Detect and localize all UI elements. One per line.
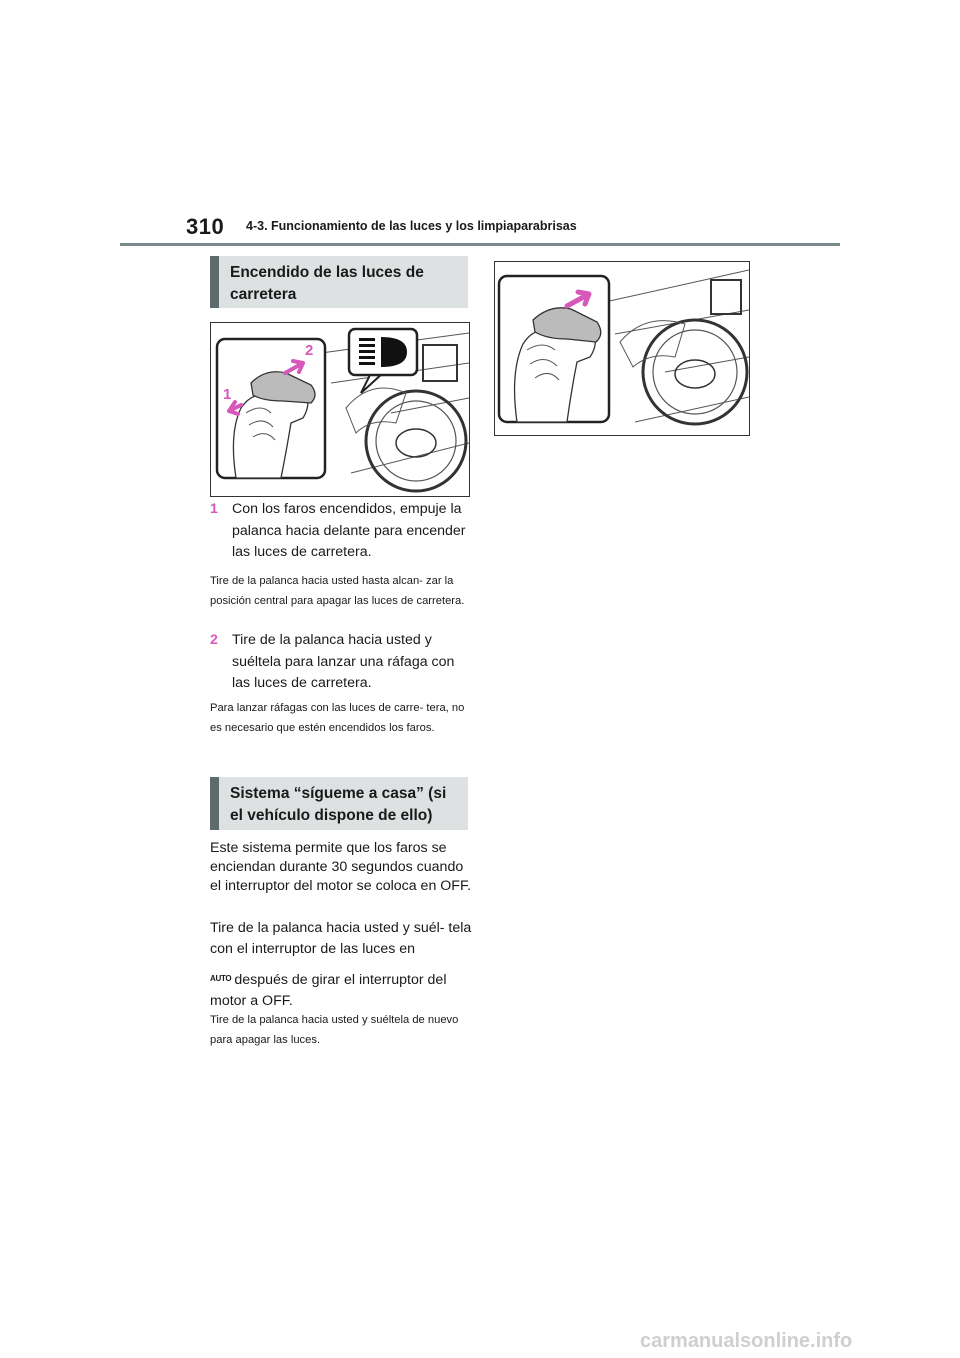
figure-high-beam-lever <box>210 322 470 497</box>
figure-label-2: 2 <box>305 342 314 359</box>
instruction-line-1: Tire de la palanca hacia usted y suél- tela con el interruptor de las luces en <box>210 920 472 957</box>
instruction-line-2: después de girar el interruptor del motor a OFF. <box>210 972 447 1009</box>
step-2 <box>210 630 470 695</box>
section-heading-high-beam: Encendido de las luces de carretera <box>210 256 468 308</box>
step-text: Con los faros encendidos, empuje la palanca hacia delante para encender las luces de carretera. <box>232 501 466 560</box>
watermark: carmanualsonline.info <box>640 1330 853 1352</box>
step-1 <box>210 499 470 564</box>
page-number: 310 <box>186 214 225 239</box>
step-2-note: Para lanzar ráfagas con las luces de carre- tera, no es necesario que estén encendidos los faros. <box>210 702 465 734</box>
header-rule <box>120 243 840 246</box>
figure-label-1: 1 <box>223 386 232 403</box>
step-1-note: Tire de la palanca hacia usted hasta alcan- zar la posición central para apagar las luces de carretera. <box>210 575 465 607</box>
step-text: Tire de la palanca hacia usted y suéltela para lanzar una ráfaga con las luces de carretera. <box>232 632 455 691</box>
follow-me-home-description: Este sistema permite que los faros se enciendan durante 30 segundos cuando el interruptor del motor se coloca en OFF. <box>210 840 472 894</box>
step-number: 2 <box>210 632 218 648</box>
section-heading-follow-me-home: Sistema “sígueme a casa” (si el vehículo dispone de ello) <box>210 777 468 830</box>
figure-flash-lever <box>494 261 750 436</box>
step-number: 1 <box>210 501 218 517</box>
auto-icon: AUTO <box>210 974 232 983</box>
follow-me-home-instructions <box>210 918 472 1012</box>
chapter-title: 4-3. Funcionamiento de las luces y los limpiaparabrisas <box>246 219 577 233</box>
follow-me-home-note: Tire de la palanca hacia usted y suéltela de nuevo para apagar las luces. <box>210 1014 459 1046</box>
